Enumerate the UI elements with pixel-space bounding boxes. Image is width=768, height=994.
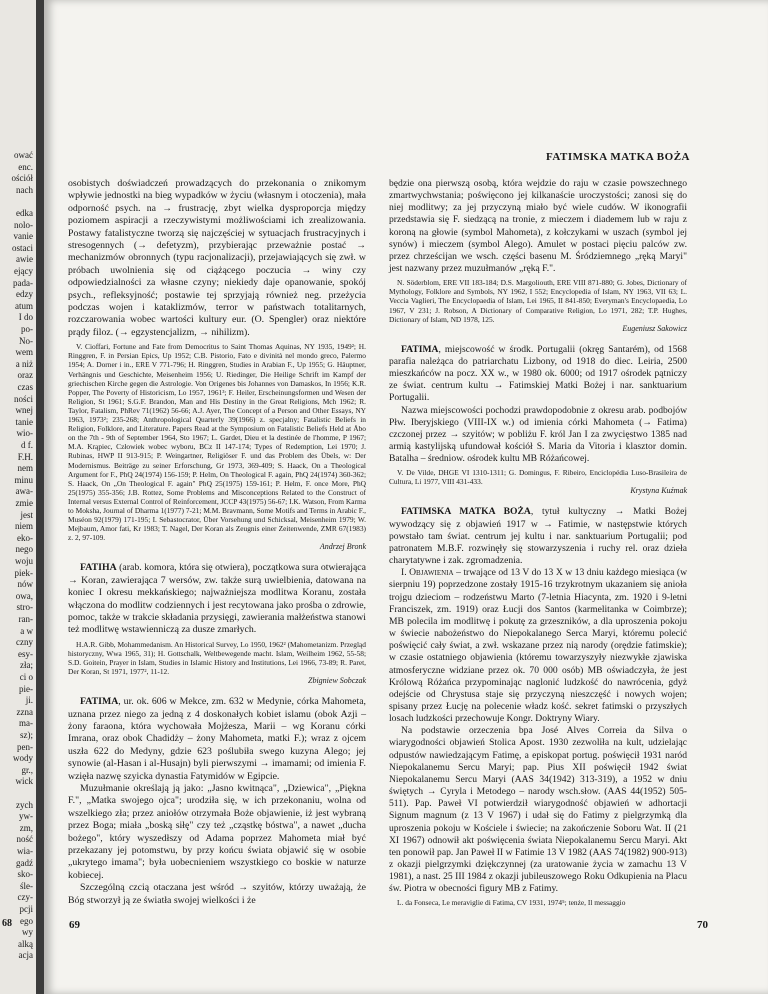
previous-page-fragment: nolo-	[14, 219, 33, 230]
matka-boza-text: , tytuł kultyczny → Matki Bożej wywodzący się z objawień 1917 w → Fatimie, w następstwie których powstało tam świat. centrum jej kultu i nar. sanktuarium Portugalii; pod patronatem M.B.F. rozwinęły się stowarzyszenia i ruchy rel. oraz dzieła charytatywne i zak. zgromadzenia.	[389, 506, 688, 567]
previous-page-fragment: ran-	[18, 614, 33, 624]
previous-page-fragment: zm,	[19, 822, 33, 833]
previous-page-fragment: zych	[16, 799, 33, 810]
previous-page-edge	[0, 0, 36, 994]
previous-page-fragment: acja	[18, 950, 33, 961]
previous-page-fragment: ejący	[14, 266, 33, 276]
previous-page-fragment: woju	[15, 556, 33, 566]
fatiha-lemma: FATIHA	[80, 562, 117, 574]
previous-page-fragment: ci o	[19, 672, 33, 682]
previous-page-fragment: czas	[17, 382, 33, 392]
previous-page-fragment: nach	[16, 184, 33, 195]
fatima-text: , ur. ok. 606 w Mekce, zm. 632 w Medynie, córka Mahometa, uznana przez niego za jedną z 4 doskonałych kobiet islamu (obok Azji – żony faraona, która wychowała Mojżesza, Marii – wg Koranu córki Imrana, oraz obok Chadidży – żony Mahometa, matki F.); wraz z ojcem uszła 622 do Medyny, gdzie 623 poślubiła swego kuzyna Alego; jej synowie (al-Hasan i al-Husajn) byli pierwszymi → imamami; od imienia F. wzięła nazwę szyicka dynastia Fatymidów w Egipcie.	[68, 696, 366, 782]
previous-page-fragment: zła;	[20, 660, 33, 671]
previous-page-fragment: gr.,	[21, 764, 33, 775]
previous-page-fragment: sz);	[20, 730, 33, 740]
previous-page-fragment: wy	[22, 927, 33, 938]
previous-page-number: 68	[2, 918, 12, 929]
previous-page-fragment: niem	[15, 521, 33, 532]
previous-page-fragment: śle-	[20, 880, 33, 891]
previous-page-fragment: ność	[16, 834, 33, 845]
previous-page-fragment: czny	[16, 637, 33, 648]
fatima-bibliography: N. Söderblom, ERE VII 183-184; D.S. Margoliouth, ERE VIII 871-880; G. Jobes, Dictionary of Mythology, Folklore and Symbols, NY 1962, I 552; Encyclopedia of Islam, NY 1963, VII 63; L. Veccia Vaglieri, The Encyclopaedia of Islam, Lei 1965, II 841-850; Everyman's Encyclopaedia, Lo 1967, V 231; J. Robson, A Dictionary of Comparative Religion, Lo 1971, 282; T.P. Hughes, Dictionary of Islam, ND 1978, 125.	[389, 278, 687, 324]
fatiha-entry	[68, 562, 366, 636]
previous-page-fragment: nem	[17, 463, 33, 474]
previous-page-fragment: zzna	[16, 706, 33, 717]
previous-page-fragment: wody	[13, 753, 33, 764]
matka-boza-paragraph-3: Na podstawie orzeczenia bpa José Alves Correia da Silva o wiarygodności objawień Stolica Apost. 1930 zezwoliła na kult, udzielając odpustów nawiedzającym Fatimę, a episkopat portug. poświęcił 1931 naród Niepokalanemu Sercu Maryi; pap. Pius XII poświęcił 1942 świat Niepokalanemu Sercu Maryi (AAS 34(1942) 313-319), a 1952 w dniu świętych → Cyryla i Metodego – narody wsch.słow. (AAS 44(1952) 505-511). Pap. Paweł VI potwierdził wiarygodność objawień w adhortacji Signum magnum (z 13 V 1967) i udał się do Fatimy z pielgrzymką dla uproszenia pokoju w Kościele i świecie; na zakończenie Soboru Wat. II (21 XI 1967) odnowił akt poświęcenia świata Niepokalanemu Sercu Maryi. Akt ten ponowił pap. Jan Paweł II w Fatimie 13 V 1982 (AAS 74(1982) 900-913) z okazji pielgrzymki dziękczynnej (za uratowanie życia w zamachu 13 V 1981), a nast. 25 III 1984 z okazji jubileuszowego Roku Odkupienia na Placu św. Piotra w obecności figury MB z Fatimy.	[389, 725, 687, 895]
fatima-continuation: będzie ona pierwszą osobą, która wejdzie do raju w czasie powszechnego zmartwychwstania; poświęcono jej kilkanaście uroczystości; zanosi się do niej modlitwy; za jej przyczyną miało być wiele cudów. W ikonografii przedstawia się F. siedzącą na tronie, z mieczem i diademem lub w raju z koroną na głowie (symbol Mahometa), z kołczykami w uszach (symbol jej synów) i mieczem (symbol Alego). Amulet w postaci pięciu palców zw. przez chrześcijan we wsch. części basenu M. Śródziemnego „ręką Maryi" jest nazwany przez muzułmanów „ręką F.".	[389, 178, 687, 275]
previous-page-fragment: atum	[15, 300, 33, 311]
previous-page-fragment: pen-	[17, 741, 33, 752]
fatalism-bibliography: V. Cioffari, Fortune and Fate from Democritus to Saint Thomas Aquinas, NY 1935, 1949²; H. Ringgren, F. in Persian Epics, Up 1952; C.B. Pistorio, Fato e divinità nel mondo greco, Palermo 1954; A. Dorner i in., ERE V 771-796; H. Ringgren, Studies in Arabian F., Up 1955; G. Häuptner, Verhängnis und Geschichte, Meisenheim 1956; U. Riedinger, Die Heilige Schrift im Kampf der griechischen Kirche gegen die Astrologie. Von Origenes bis Johannes von Damaskos, In 1956; K.R. Popper, The Poverty of Historicism, Lo 1957, 1961³; F. Heiler, Erscheinungsformen und Wesen der Religion, St 1961; S.G.F. Brandon, Man and His Destiny in the Great Religions, Mch 1962; R. Taylor, Fatalism, PhRev 71(1962) 56-66; A.J. Ayer, The Concept of a Person and Other Essays, NY 1963, 1973²; 235-268; Anthropological Quarterly 39(1966) z. specjalny; Fatalistic Beliefs in Religion, Folklore, and Literature. Papers Read at the Symposium on Fatalistic Beliefs Held at Åbo on the 7th - 9th of September 1964, Sto 1967; L. Gardet, Dieu et la destinée de l'homme, P 1967; M.A. Krąpiec, Człowiek wobec wyboru, BCz II 147-174; Types of Redemption, Lei 1970; J. Rubinas, HWP II 913-915; P. Weingartner, Religiöser F. und das Problem des Übels, w: Der Modernismus. Beiträge zu seiner Erforschung, Gr 1973, 369-409; S. Haack, On a Theological Argument for F., PhQ 24(1974) 156-159; P. Helm, On Theological F. again, PhQ 24(1974) 360-362; S. Haack, On „On Theological F. again" PhQ 25(1975) 159-161; P. Helm, F. once More, PhQ 25(1975) 355-356; J.B. Rottez, Some Problems and Misconceptions Related to the Construct of Internal versus External Control of Reinforcement, JCCP 43(1975) 56-67; I.K. Watson, From Karma to Moksha, Journal of Dharma 1(1977) 7-21; M.M. Bravmann, Some Motifs and Terms in Arabic F., Muséon 92(1979) 171-195; I. Sebastocrator, Über Vorsehung und Schicksal, Meisenheim 1979; W. Mejbaum, Amor fati, Kr 1983; T. Nagel, Der Koran als Zeugnis einer Zeitenwende, ZMR 67(1983) z. 2, 97-109.	[68, 342, 366, 543]
fatima-entry	[68, 696, 366, 783]
page-number-left: 69	[69, 919, 80, 931]
previous-page-fragment: nów	[17, 579, 33, 590]
previous-page-fragment: ji.	[25, 695, 33, 706]
previous-page-fragment: sko-	[17, 869, 33, 880]
previous-page-fragment: pada-	[13, 277, 33, 288]
previous-page-fragment: edzy	[16, 289, 33, 300]
fatalism-author: Andrzej Bronk	[319, 542, 366, 552]
previous-page-fragment: jest	[20, 509, 33, 520]
matka-boza-entry	[389, 506, 687, 567]
previous-page-fragment: a niż	[15, 358, 33, 369]
apparitions-paragraph	[389, 567, 687, 725]
previous-page-fragment: pcji	[19, 904, 33, 914]
previous-page-fragment: eko-	[17, 532, 33, 543]
previous-page-fragment: d f.	[21, 440, 33, 450]
previous-page-fragment: No-	[19, 335, 33, 346]
fatima-town-entry	[389, 344, 687, 405]
previous-page-fragment: wia-	[17, 846, 33, 856]
previous-page-fragment: ności	[14, 393, 33, 404]
previous-page-fragment: ego	[20, 915, 33, 926]
previous-page-fragment: awa-	[15, 486, 33, 497]
previous-page-fragment: a w	[20, 625, 33, 636]
previous-page-fragment: nego	[15, 544, 33, 555]
previous-page-fragment: ostaci	[12, 242, 33, 253]
fatima-town-paragraph-2: Nazwa miejscowości pochodzi prawdopodobnie z okresu arab. podbojów Płw. Iberyjskiego (VIII-IX w.) od imienia córki Mahometa (→ Fatima) czczonej przez → szyitów; w pobliżu F. król Jan I za zwycięstwo 1385 nad armią kastylijską ufundował kościół S. Maria da Vitoria i klasztor domin. Batalha – średniow. ośrodek kultu MB Różańcowej.	[389, 404, 687, 465]
left-column	[68, 178, 366, 907]
previous-page-fragment: vanie	[13, 231, 33, 242]
previous-page-fragment: wio-	[16, 428, 33, 439]
previous-page-fragment: oraz	[17, 370, 33, 381]
previous-page-fragment: pie-	[19, 683, 33, 694]
previous-page-fragment: alką	[18, 938, 33, 949]
previous-page-fragment: awie	[16, 254, 33, 265]
previous-page-fragment: ościół	[11, 173, 33, 184]
previous-page-fragment: wem	[15, 347, 33, 358]
apparitions-text: – trwające od 13 V do 13 X w 13 dniu każdego miesiąca (w sierpniu 19) poprzedzone zostały 1915-16 trzykrotnym ukazaniem się anioła trojgu dzieciom – rodzeństwu Marto (7-letnia Hiacynta, zm. 1920 i 9-letni Franciszek, zm. 1919) oraz Łucji dos Santos (karmelitanka w Coimbrze); MB polecila im modlitwę i pokutę za grzeszników, a dla uproszenia pokoju w świecie nabożeństwo do Niepokalanego Serca Maryi, któremu polecić poświęcić cały świat, a zwł. wskazane przez nią narody (orędzie fatimskie); w czasie ostatniego objawienia (któremu towarzyszyły niezwykłe zjawiska atmosferyczne widziane przez ok. 70 000 osób) MB oświadczyła, że jest Królową Różańca przypominając naglonić ludzkość do nawrócenia, gdyż odejście od Chrystusa staje się przyczyną nieszczęść i nowych wojen; spisany przez Łucję na polecenie władz kość. sekret fatimski o przyszłych losach ludzkości przechowuje Kongr. Doktryny Wiary.	[389, 567, 687, 725]
page-number-right: 70	[697, 919, 708, 931]
fatima-paragraph-2: Muzułmanie określają ją jako: „Jasno kwitnąca", „Dziewica", „Piękna F.", „Matka swojego ojca"; urodziła się, w ich przekonaniu, wolna od wszelkiego zła; przez aniołów otrzymała Boże objawienie, iż jest wybraną przez Boga; miała „boską siłę" czy też „cząstkę bóstwa", a nawet „ducha bożego", który wyszedłszy od Adama poprzez Mahometa miał być przekazany jej potomstwu, by przy końcu świata objawić się w osobie „ukrytego imama"; była uobecnieniem wszystkiego co boskie w naturze kobiecej.	[68, 783, 366, 881]
previous-page-fragment: stro-	[16, 602, 33, 613]
previous-page-fragment: po-	[21, 324, 33, 334]
matka-boza-lemma: FATIMSKA MATKA BOŻA	[401, 506, 531, 518]
previous-page-fragment: wnej	[15, 405, 33, 416]
fatalism-continuation: osobistych doświadczeń prowadzących do przekonania o znikomym wpływie jednostki na bieg wypadków w życiu (własnym i otoczenia), mała odporność psych. na → frustrację, zbyt wielka dysproporcja między poziomem aspiracji a rzeczywistymi możliwościami ich zrealizowania. Postawy fatalistyczne tworzą się najczęściej w sytuacjach frustracyjnych i stresogennych (→ defetyzm), przybierając przeważnie postać → mechanizmów obronnych (typu racjonalizacji), przejawiających się zwł. w próbach uwolnienia się od ciążącego poczucia → winy czy odpowiedzialności za własne czyny; niekiedy daje opanowanie, spokój psych., refleksyjność; postawie tej sprzyjają również neg. przeżycia podczas wojen i kataklizmów, terror w państwach totalitarnych, rozczarowania wobec wartości kultury eur. (O. Spengler) oraz niektóre prądy filoz. (→ egzystencjalizm, → nihilizm).	[68, 178, 366, 338]
previous-page-fragment: yw-	[19, 811, 33, 822]
previous-page-fragment: owa,	[15, 590, 33, 601]
right-column	[389, 178, 687, 908]
fatiha-text: (arab. komora, która się otwiera), początkowa sura otwierająca → Koran, zawierająca 7 wersów, zw. także surą uwielbienia, datowana na koniec I okresu mekkańskiego; najważniejsza modlitwa Koranu, została włączona do modlitw codziennych i jest recytowana jako prośba o zdrowie, pomoc, także w trakcie składania przysięgi, zawierania małżeństwa stanowi też modlitwę wstawienniczą za dusze zmarłych.	[68, 562, 366, 636]
fatima-paragraph-3: Szczególną czcią otaczana jest wśród → szyitów, którzy uważają, że Bóg stworzył ją ze światła swojej wielkości i że	[68, 882, 366, 906]
running-head: FATIMSKA MATKA BOŻA	[546, 151, 690, 163]
fatima-town-author: Krystyna Kuźmak	[630, 486, 687, 496]
fatima-town-text: , miejscowość w środk. Portugalii (okręg Santarém), od 1568 parafia należąca do patriarchatu Lizbony, od 1918 do diec. Leiria, 2500 mieszkańców na pocz. XX w., w 1980 ok. 6000; od 1917 ośrodek pątniczy ze świat. centrum kultu → Fatimskiej Matki Bożej i nar. sanktuarium Portugalii.	[389, 343, 687, 404]
fatima-town-bibliography: V. De Vilde, DHGE VI 1310-1311; G. Domingus, F. Ribeiro, Enciclopédia Luso-Brasileira de Cultura, Li 1977, VIII 431-433.	[389, 468, 687, 487]
apparitions-label: I. Objawienia	[401, 567, 454, 579]
fatiha-author: Zbigniew Sobczak	[308, 676, 366, 686]
previous-page-fragment: piek-	[14, 567, 33, 578]
previous-page-fragment: edka	[16, 208, 33, 218]
previous-page-fragment: ma-	[19, 718, 33, 729]
fatima-town-lemma: FATIMA	[401, 343, 439, 355]
fatima-author: Eugeniusz Sakowicz	[622, 323, 687, 333]
previous-page-fragment: esy-	[18, 648, 33, 659]
dictionary-page	[44, 0, 768, 994]
matka-boza-bibliography: L. da Fonseca, Le meraviglie di Fatima, CV 1931, 1974⁵; tenże, Il messaggio	[397, 898, 626, 908]
previous-page-fragment: minu	[14, 474, 33, 485]
previous-page-fragment: gadź	[16, 857, 33, 868]
previous-page-fragment: enc.	[18, 161, 33, 172]
previous-page-fragment: tanie	[15, 416, 33, 427]
previous-page-fragment: I do	[18, 312, 33, 323]
fatiha-bibliography: H.A.R. Gibb, Mohammedanism. An Historical Survey, Lo 1950, 1962² (Mahometanizm. Przegląd historyczny, Wwa 1965, 31); H. Gottschalk, Weltbewegende macht. Islam, Weilheim 1962, 55-58; S.D. Goitein, Prayer in Islam, Studies in Islamic History and Institutions, Lei 1966, 73-89; R. Paret, Der Koran, St 1971, 1977², 11-12.	[68, 639, 366, 677]
previous-page-fragment: zmie	[15, 498, 33, 508]
fatima-lemma: FATIMA	[80, 696, 119, 708]
previous-page-fragment: ować	[14, 150, 33, 160]
previous-page-fragment: czy-	[17, 892, 33, 903]
previous-page-fragment: F.H.	[17, 451, 33, 462]
previous-page-fragment: wick	[15, 776, 33, 787]
